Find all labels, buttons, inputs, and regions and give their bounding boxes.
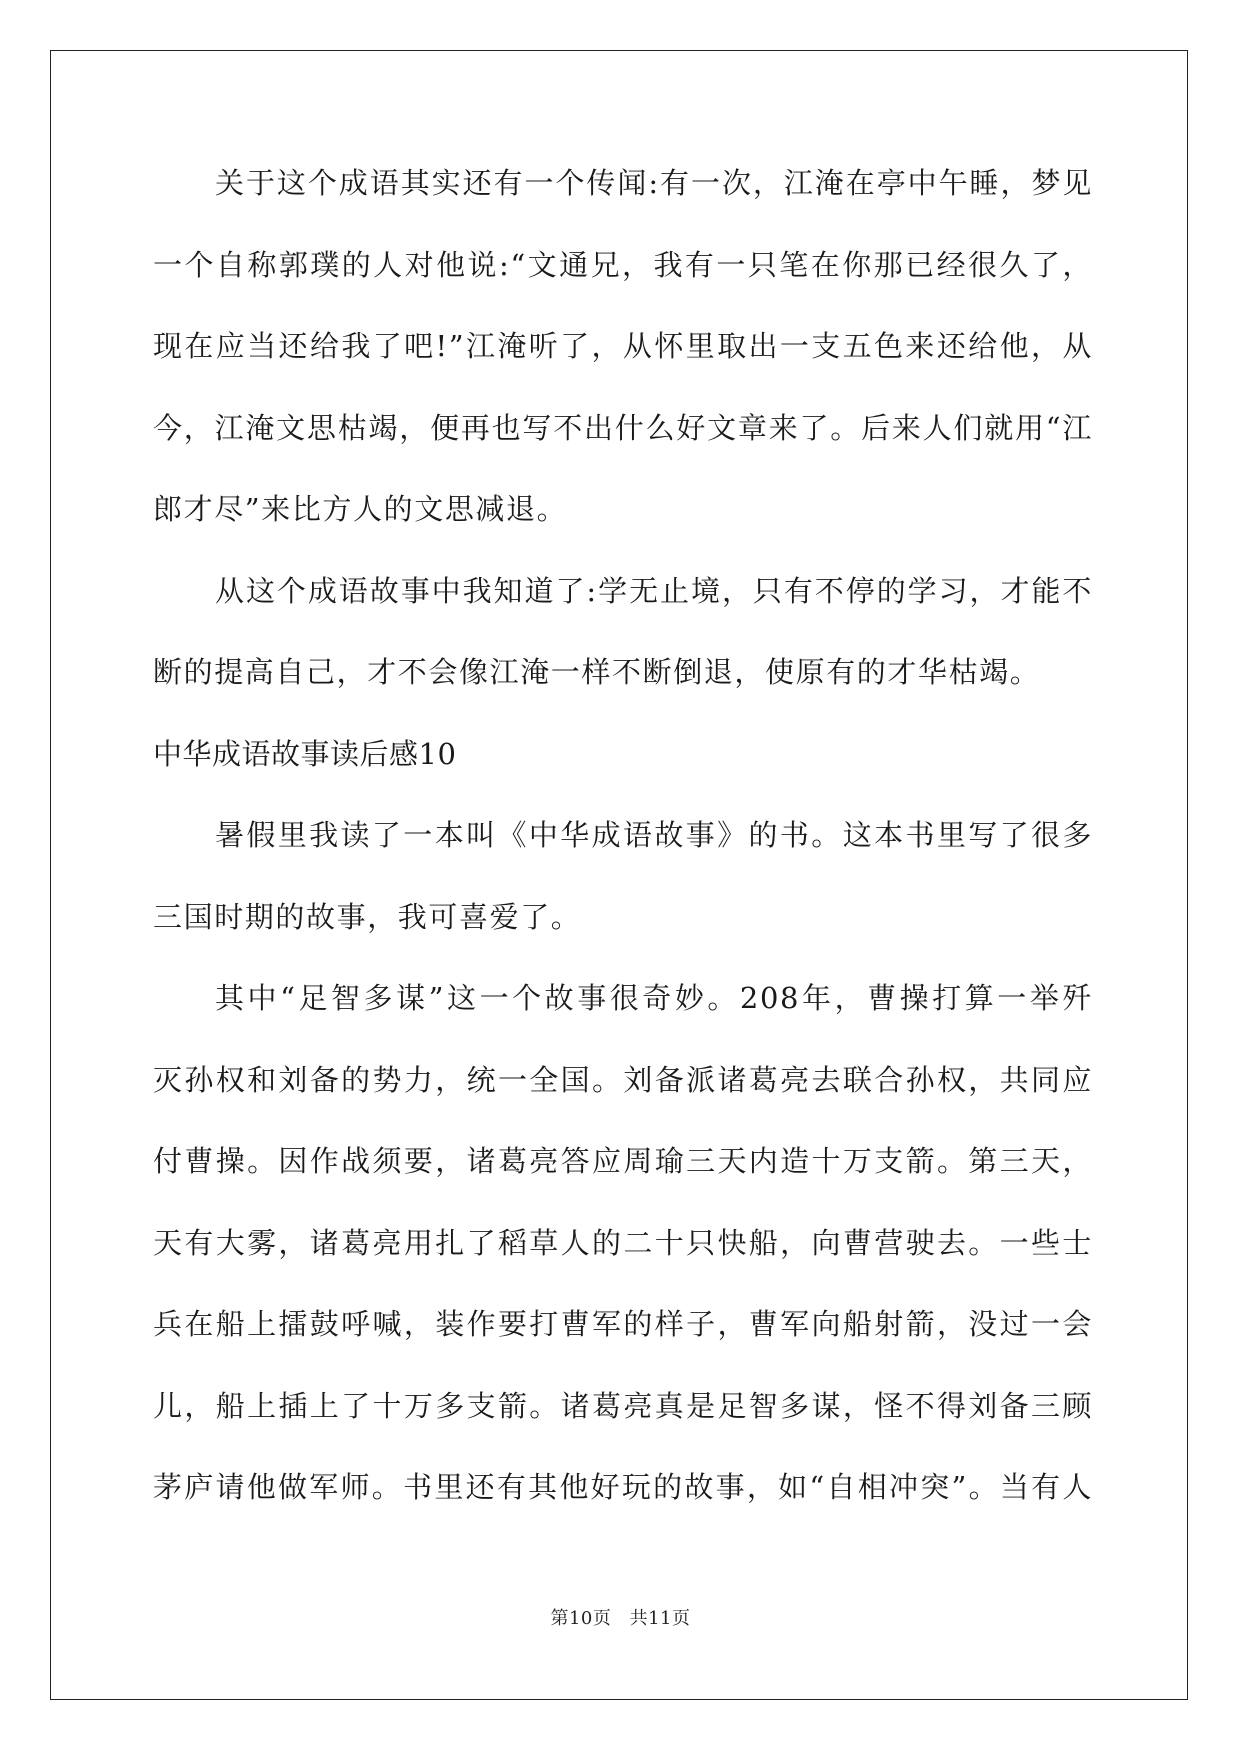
page-total: 共11页 bbox=[629, 1608, 691, 1629]
text-line: 断的提高自己，才不会像江淹一样不断倒退，使原有的才华枯竭。 bbox=[153, 655, 1041, 689]
text-line: 付曹操。因作战须要，诸葛亮答应周瑜三天内造十万支箭。第三天， bbox=[153, 1144, 1093, 1178]
page-footer bbox=[0, 1604, 1241, 1630]
text-line: 一个自称郭璞的人对他说:“文通兄，我有一只笔在你那已经很久了， bbox=[153, 247, 1093, 282]
text-line: 从这个成语故事中我知道了:学无止境，只有不停的学习，才能不 bbox=[215, 573, 1093, 608]
text-line: 儿，船上插上了十万多支箭。诸葛亮真是足智多谋，怪不得刘备三顾 bbox=[153, 1388, 1093, 1423]
text-line: 暑假里我读了一本叫《中华成语故事》的书。这本书里写了很多 bbox=[215, 818, 1093, 852]
text-line: 今，江淹文思枯竭，便再也写不出什么好文章来了。后来人们就用“江 bbox=[153, 410, 1093, 445]
text-line: 天有大雾，诸葛亮用扎了稻草人的二十只快船，向曹营驶去。一些士 bbox=[153, 1225, 1093, 1260]
text-line: 郎才尽”来比方人的文思减退。 bbox=[153, 492, 568, 526]
document-body bbox=[153, 163, 1093, 1549]
page-number: 第10页 bbox=[550, 1608, 612, 1629]
text-line: 其中“足智多谋”这一个故事很奇妙。208年，曹操打算一举歼 bbox=[215, 981, 1093, 1015]
text-line: 关于这个成语其实还有一个传闻:有一次，江淹在亭中午睡，梦见 bbox=[215, 166, 1093, 200]
text-line: 现在应当还给我了吧!”江淹听了，从怀里取出一支五色来还给他，从 bbox=[153, 329, 1093, 363]
section-heading: 中华成语故事读后感10 bbox=[153, 736, 457, 771]
text-line: 兵在船上擂鼓呼喊，装作要打曹军的样子，曹军向船射箭，没过一会 bbox=[153, 1307, 1093, 1341]
text-line: 灭孙权和刘备的势力，统一全国。刘备派诸葛亮去联合孙权，共同应 bbox=[153, 1062, 1093, 1097]
text-line: 三国时期的故事，我可喜爱了。 bbox=[153, 899, 582, 934]
text-line: 茅庐请他做军师。书里还有其他好玩的故事，如“自相冲突”。当有人 bbox=[153, 1470, 1093, 1504]
